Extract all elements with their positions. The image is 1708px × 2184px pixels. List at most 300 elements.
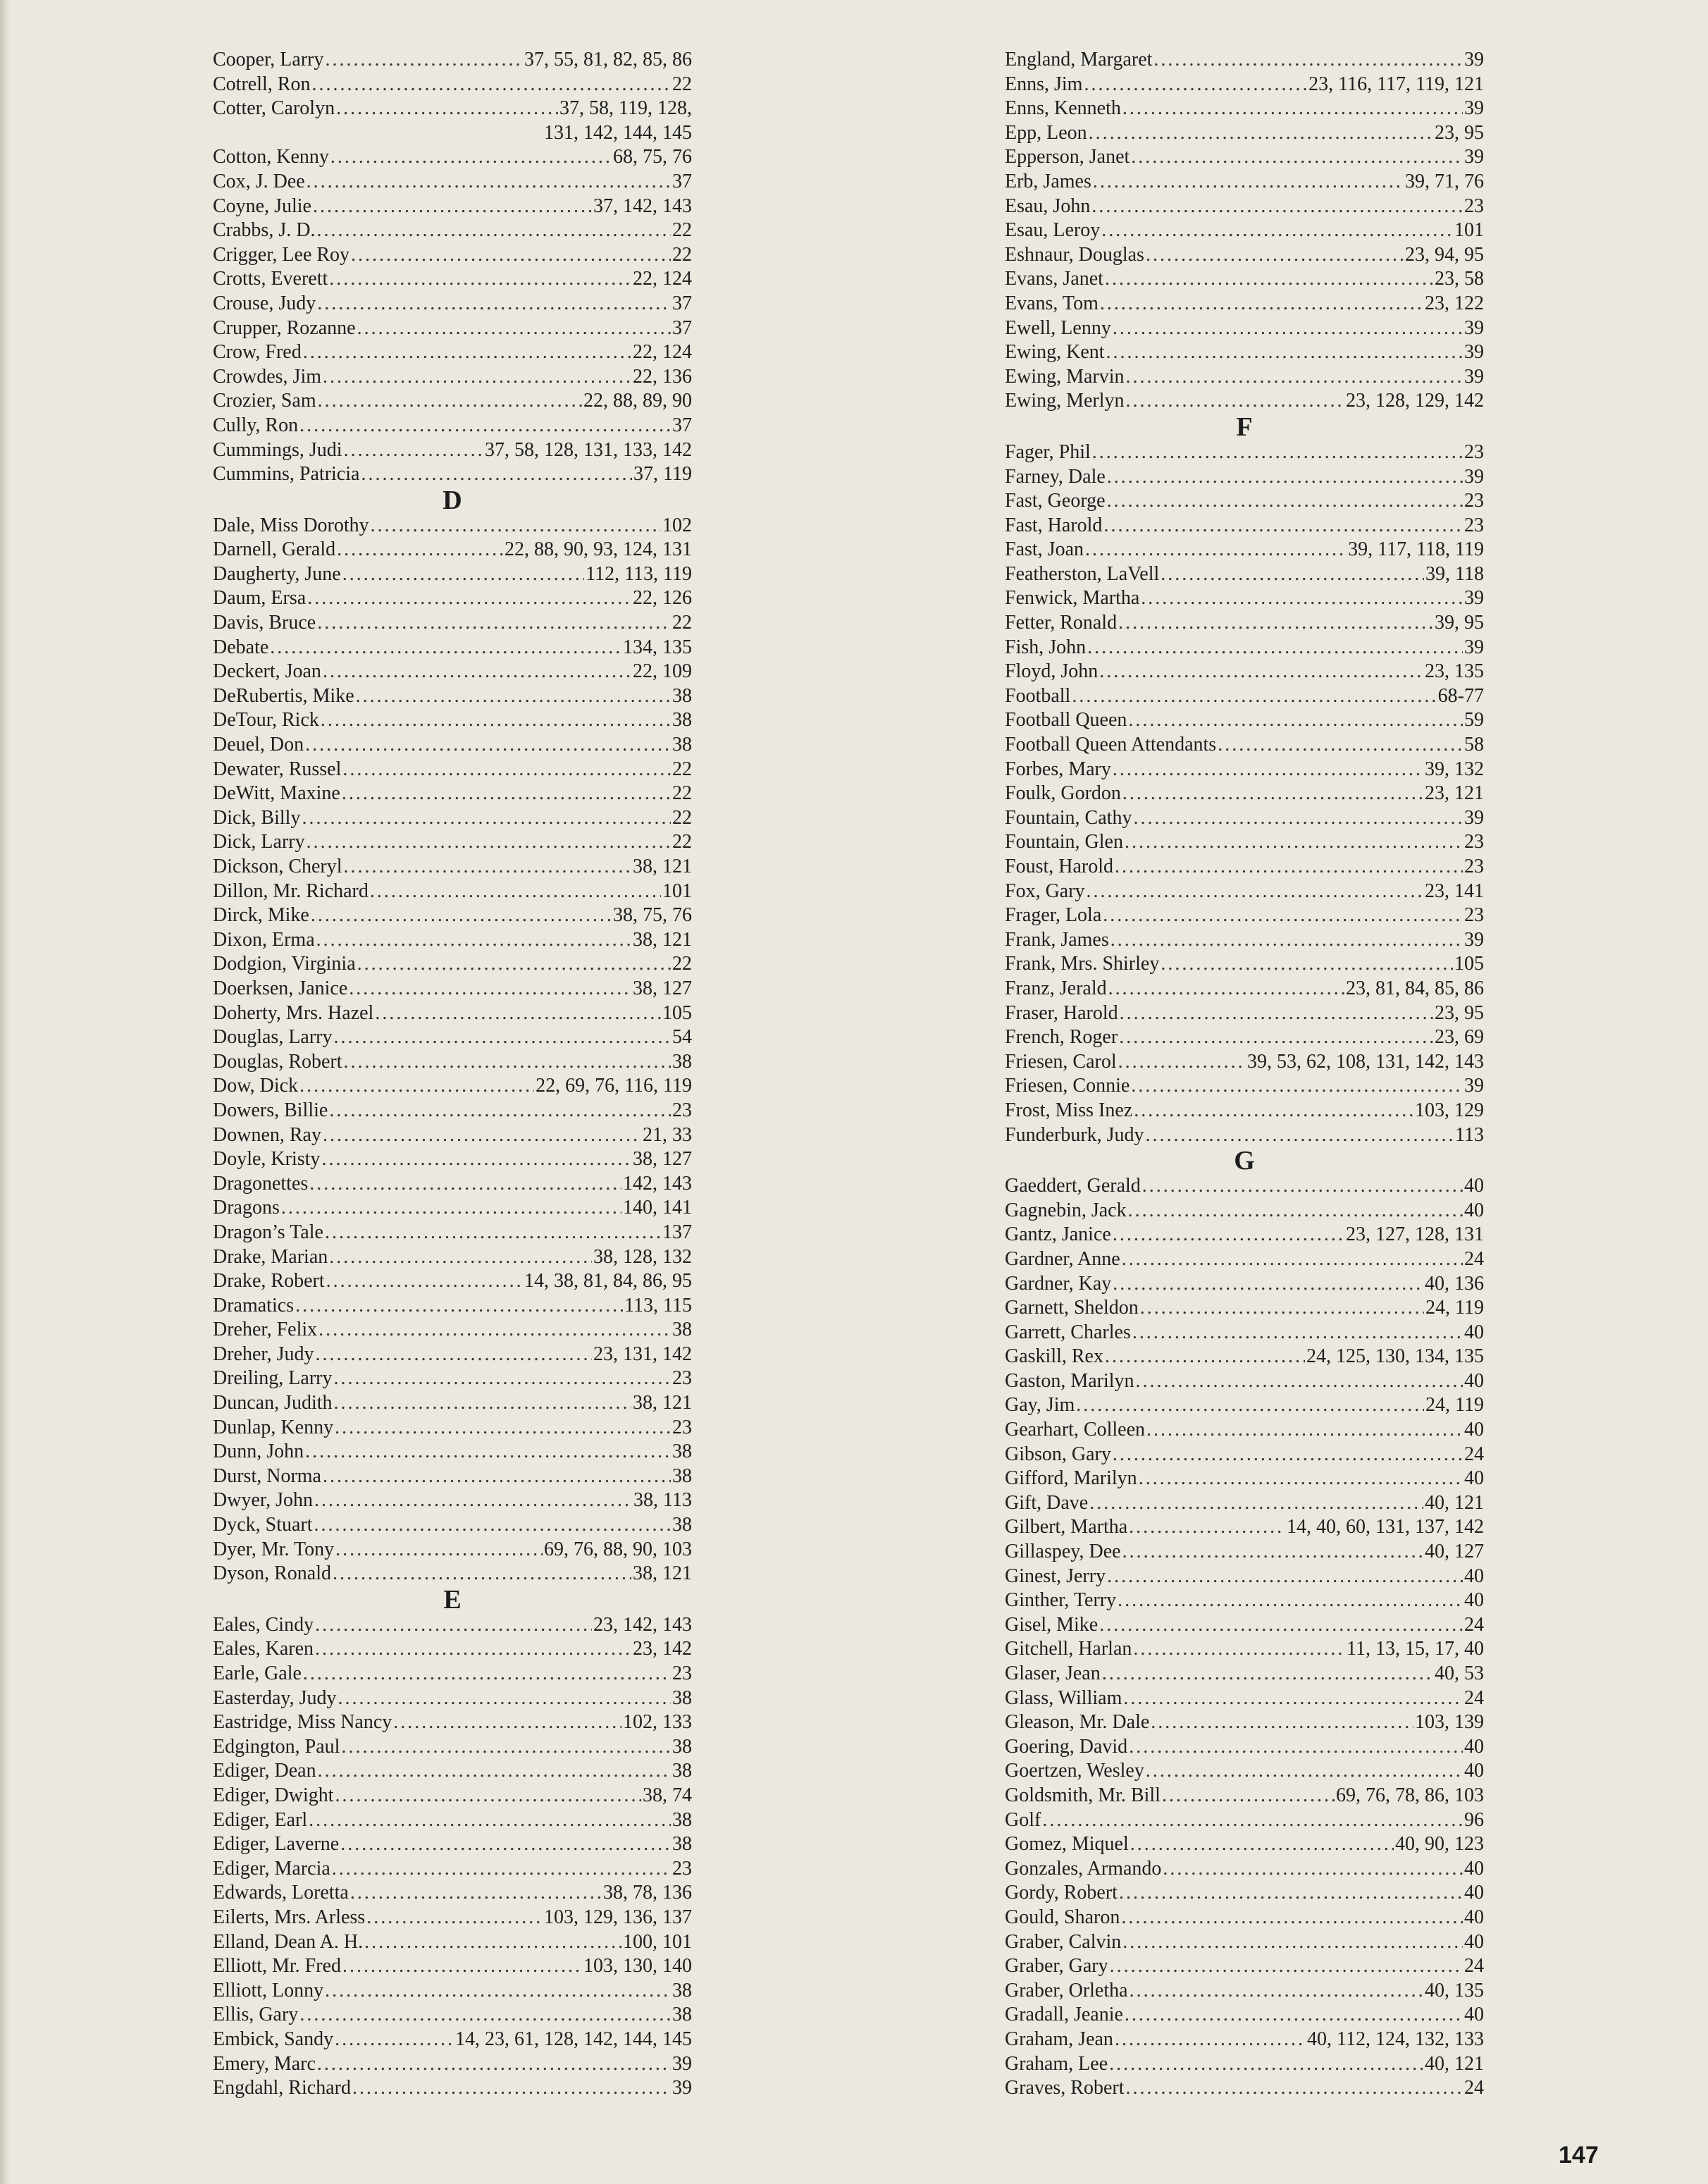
dot-leader xyxy=(317,2052,671,2077)
index-entry-pages: 38 xyxy=(672,1760,692,1782)
dot-leader xyxy=(305,733,671,758)
dot-leader xyxy=(334,1025,671,1050)
index-entry-name: Elliott, Mr. Fred xyxy=(213,1955,341,1978)
index-entry-pages: 23, 142 xyxy=(633,1638,692,1660)
index-entry xyxy=(213,1099,692,1123)
dot-leader xyxy=(366,1906,543,1930)
index-entry-name: Fast, George xyxy=(1005,490,1106,512)
index-entry xyxy=(213,1318,692,1343)
index-entry-name: Gardner, Kay xyxy=(1005,1272,1112,1295)
index-entry-name: Duncan, Judith xyxy=(213,1392,333,1414)
index-entry-name: Dunn, John xyxy=(213,1440,304,1463)
index-entry-pages: 38 xyxy=(672,2004,692,2026)
index-entry-name: Crabbs, J. D. xyxy=(213,219,316,242)
index-entry xyxy=(213,1391,692,1416)
index-entry xyxy=(1005,121,1484,146)
dot-leader xyxy=(1103,903,1463,928)
index-entry xyxy=(1005,1123,1484,1148)
index-entry-name: Fountain, Cathy xyxy=(1005,806,1132,829)
index-entry-pages: 40, 53 xyxy=(1435,1662,1484,1684)
index-entry-pages: 103, 129, 136, 137 xyxy=(544,1906,692,1928)
index-entry xyxy=(213,1074,692,1099)
index-entry xyxy=(213,1416,692,1440)
index-entry-pages: 38 xyxy=(672,1735,692,1758)
index-entry-name: Frager, Lola xyxy=(1005,904,1102,927)
index-entry-name: Dick, Larry xyxy=(213,831,305,853)
index-entry-pages: 23, 95 xyxy=(1435,121,1484,144)
index-entry-name: Dreiling, Larry xyxy=(213,1367,333,1390)
index-entry-name: Dyck, Stuart xyxy=(213,1514,313,1536)
index-entry-pages: 37, 55, 81, 82, 85, 86 xyxy=(524,49,692,70)
dot-leader xyxy=(1161,952,1453,977)
dot-leader xyxy=(1129,1515,1285,1540)
index-entry-pages: 38, 127 xyxy=(633,977,692,999)
index-entry-pages: 38 xyxy=(672,1440,692,1463)
index-entry xyxy=(1005,660,1484,684)
index-entry-name: Graves, Robert xyxy=(1005,2077,1125,2099)
index-entry-pages: 58 xyxy=(1464,734,1484,756)
index-entry-name: Goldsmith, Mr. Bill xyxy=(1005,1784,1161,1806)
index-entry xyxy=(213,292,692,316)
index-entry-name: Ewing, Kent xyxy=(1005,341,1105,364)
index-entry xyxy=(1005,1001,1484,1026)
index-entry-name: Evans, Janet xyxy=(1005,268,1103,290)
index-entry-pages: 37, 119 xyxy=(633,463,692,486)
index-entry xyxy=(1005,586,1484,611)
index-entry-name: Daugherty, June xyxy=(213,562,341,585)
index-entry-pages: 40 xyxy=(1464,1589,1484,1612)
index-entry-pages: 103, 130, 140 xyxy=(583,1955,692,1978)
dot-leader xyxy=(1139,1467,1463,1491)
dot-leader xyxy=(371,514,661,538)
index-entry-pages: 23, 94, 95 xyxy=(1405,243,1484,266)
index-entry xyxy=(1005,145,1484,170)
index-entry-name: Frost, Miss Inez xyxy=(1005,1099,1133,1121)
dot-leader xyxy=(326,1269,523,1294)
index-entry xyxy=(213,611,692,636)
index-entry-name: Eales, Karen xyxy=(213,1638,314,1660)
dot-leader xyxy=(1103,514,1463,538)
dot-leader xyxy=(299,414,671,438)
index-entry xyxy=(213,928,692,953)
dot-leader xyxy=(1131,1074,1463,1099)
dot-leader xyxy=(1122,782,1423,806)
index-entry xyxy=(1005,316,1484,341)
index-entry-name: Darnell, Gerald xyxy=(213,538,336,561)
index-entry-pages: 102 xyxy=(662,514,692,536)
index-entry-pages: 39 xyxy=(1464,928,1484,951)
index-entry-name: Featherston, LaVell xyxy=(1005,562,1160,585)
index-entry xyxy=(1005,806,1484,831)
index-entry xyxy=(1005,903,1484,928)
index-entry-name: Gay, Jim xyxy=(1005,1394,1075,1417)
dot-leader xyxy=(334,1391,631,1416)
dot-leader xyxy=(305,1440,671,1464)
index-entry-name: Fager, Phil xyxy=(1005,440,1091,463)
dot-leader xyxy=(335,1784,641,1808)
index-entry-pages: 22 xyxy=(672,758,692,780)
dot-leader xyxy=(1146,1759,1463,1784)
index-entry xyxy=(1005,73,1484,97)
index-entry xyxy=(213,243,692,268)
index-entry-name: Crozier, Sam xyxy=(213,390,316,412)
index-entry xyxy=(213,1488,692,1513)
dot-leader xyxy=(1092,440,1463,465)
index-entry xyxy=(213,1759,692,1784)
dot-leader xyxy=(1105,267,1433,292)
index-entry xyxy=(1005,758,1484,782)
index-entry-pages: 39 xyxy=(1464,806,1484,829)
index-entry-name: Esau, John xyxy=(1005,195,1091,217)
index-entry-pages: 39 xyxy=(672,2077,692,2099)
index-entry-pages: 23, 135 xyxy=(1425,660,1484,683)
index-entry-pages: 39 xyxy=(1464,587,1484,610)
index-entry xyxy=(213,660,692,684)
dot-leader xyxy=(1151,1710,1413,1735)
index-entry xyxy=(213,1613,692,1638)
index-entry xyxy=(213,48,692,73)
index-entry-pages: 40 xyxy=(1464,1369,1484,1392)
index-entry xyxy=(213,1662,692,1686)
index-entry xyxy=(1005,1515,1484,1540)
index-entry-pages: 23 xyxy=(1464,490,1484,512)
index-entry-name: Cotton, Kenny xyxy=(213,146,329,168)
dot-leader xyxy=(329,1245,592,1270)
index-entry-pages: 39, 95 xyxy=(1435,612,1484,634)
index-entry-name: Crupper, Rozanne xyxy=(213,316,356,339)
index-entry-pages: 11, 13, 15, 17, 40 xyxy=(1347,1638,1484,1660)
index-entry-name: Ginest, Jerry xyxy=(1005,1565,1106,1587)
index-entry-name: Dreher, Judy xyxy=(213,1343,314,1365)
index-entry-pages: 39 xyxy=(672,2052,692,2075)
dot-leader xyxy=(299,2003,671,2028)
index-entry-name: Gaston, Marilyn xyxy=(1005,1369,1134,1392)
index-entry-pages: 38, 121 xyxy=(633,928,692,951)
index-entry-pages: 38, 127 xyxy=(633,1148,692,1171)
index-entry xyxy=(213,2028,692,2052)
index-entry-name: Dyson, Ronald xyxy=(213,1562,331,1585)
index-entry-pages: 22, 88, 89, 90 xyxy=(583,390,692,412)
index-entry xyxy=(213,1954,692,1979)
index-entry xyxy=(1005,1808,1484,1833)
index-entry-name: Gantz, Janice xyxy=(1005,1223,1111,1246)
dot-leader xyxy=(1119,1881,1463,1906)
dot-leader xyxy=(1132,1321,1463,1345)
index-entry xyxy=(1005,1857,1484,1882)
index-entry-pages: 38, 121 xyxy=(633,1562,692,1585)
dot-leader xyxy=(1136,1369,1463,1394)
dot-leader xyxy=(281,1196,621,1221)
index-entry xyxy=(213,1735,692,1760)
index-entry xyxy=(1005,1686,1484,1711)
dot-leader xyxy=(1125,830,1463,855)
index-entry xyxy=(1005,928,1484,953)
index-entry-name: Crow, Fred xyxy=(213,341,302,364)
dot-leader xyxy=(336,97,558,121)
index-entry xyxy=(213,1686,692,1711)
index-entry-pages: 23, 69 xyxy=(1435,1026,1484,1049)
dot-leader xyxy=(1128,708,1463,733)
index-entry-name: Gordy, Robert xyxy=(1005,1882,1118,1904)
index-entry xyxy=(1005,1906,1484,1930)
index-entry xyxy=(213,1025,692,1050)
index-entry-pages: 39 xyxy=(1464,49,1484,70)
index-entry-name: Eilerts, Mrs. Arless xyxy=(213,1906,366,1928)
dot-leader xyxy=(1120,1001,1433,1026)
index-entry-pages: 40 xyxy=(1464,1735,1484,1758)
index-entry xyxy=(1005,267,1484,292)
index-entry-name: Enns, Jim xyxy=(1005,73,1083,95)
index-entry xyxy=(213,389,692,414)
dot-leader xyxy=(357,952,671,977)
index-entry-name: Ewing, Merlyn xyxy=(1005,390,1125,412)
index-entry xyxy=(1005,1881,1484,1906)
index-entry xyxy=(213,97,692,121)
index-entry xyxy=(213,586,692,611)
dot-leader xyxy=(1076,1393,1424,1418)
index-entry-pages: 37, 142, 143 xyxy=(593,195,692,217)
index-entry xyxy=(1005,389,1484,414)
dot-leader xyxy=(1087,880,1423,904)
index-entry-pages: 22 xyxy=(672,782,692,805)
index-entry-name: Ediger, Earl xyxy=(213,1808,308,1831)
index-entry-pages: 140, 141 xyxy=(623,1197,692,1219)
index-entry xyxy=(213,1172,692,1197)
index-entry-pages: 23, 81, 84, 85, 86 xyxy=(1346,977,1484,999)
dot-leader xyxy=(1107,489,1463,514)
dot-leader xyxy=(1123,1686,1463,1711)
index-entry-pages: 23 xyxy=(1464,856,1484,877)
index-entry-name: Gearhart, Colleen xyxy=(1005,1419,1146,1441)
index-entry xyxy=(1005,1174,1484,1199)
dot-leader xyxy=(333,1562,631,1586)
index-entry-name: Ginther, Terry xyxy=(1005,1589,1117,1612)
index-entry xyxy=(1005,1540,1484,1565)
index-entry-pages: 22, 109 xyxy=(633,660,692,683)
index-entry-name: Dragons xyxy=(213,1197,280,1219)
index-entry xyxy=(213,1513,692,1538)
index-entry-pages: 22 xyxy=(672,953,692,975)
index-entry-pages: 23 xyxy=(672,1857,692,1880)
index-entry-name: Frank, Mrs. Shirley xyxy=(1005,953,1160,975)
index-entry xyxy=(1005,880,1484,904)
dot-leader xyxy=(1130,1979,1423,2004)
dot-leader xyxy=(1141,586,1463,611)
dot-leader xyxy=(1161,562,1424,587)
dot-leader xyxy=(341,1735,671,1760)
dot-leader xyxy=(317,292,671,316)
index-entry-name: Dixon, Erma xyxy=(213,928,315,951)
index-entry-pages: 23, 127, 128, 131 xyxy=(1346,1223,1484,1246)
index-entry-name: Glaser, Jean xyxy=(1005,1662,1101,1684)
index-entry-name: Davis, Bruce xyxy=(213,612,316,634)
index-entry xyxy=(1005,1613,1484,1638)
index-entry xyxy=(1005,708,1484,733)
index-entry xyxy=(213,1050,692,1075)
index-entry-pages: 105 xyxy=(662,1001,692,1024)
index-entry-name: Eshnaur, Douglas xyxy=(1005,243,1144,266)
index-entry-pages: 38 xyxy=(672,684,692,707)
dot-leader xyxy=(318,1318,671,1343)
index-entry-name: Fetter, Ronald xyxy=(1005,612,1118,634)
dot-leader xyxy=(1122,1930,1463,1955)
index-entry-name: Gaskill, Rex xyxy=(1005,1345,1103,1368)
index-entry-name: Gibson, Gary xyxy=(1005,1443,1111,1465)
index-entry-name: Ellis, Gary xyxy=(213,2004,299,2026)
index-entry-pages: 23, 58 xyxy=(1435,268,1484,290)
index-entry-name: Fraser, Harold xyxy=(1005,1001,1118,1024)
index-entry-pages: 69, 76, 88, 90, 103 xyxy=(544,1538,692,1560)
index-entry xyxy=(213,758,692,782)
index-entry-pages: 101 xyxy=(662,880,692,902)
index-entry-pages: 22 xyxy=(672,831,692,853)
index-entry-name: Dow, Dick xyxy=(213,1075,299,1097)
dot-leader xyxy=(1163,1857,1463,1882)
dot-leader xyxy=(1110,928,1463,953)
page-binding-edge xyxy=(0,0,10,2184)
dot-leader xyxy=(349,977,631,1001)
index-entry-pages: 40, 121 xyxy=(1425,2052,1484,2075)
index-entry-pages: 38 xyxy=(672,1686,692,1709)
dot-leader xyxy=(1113,316,1463,341)
index-entry xyxy=(1005,1050,1484,1075)
dot-leader xyxy=(302,806,671,831)
index-entry-pages: 23 xyxy=(1464,195,1484,217)
index-entry-name: Dwyer, John xyxy=(213,1489,313,1512)
index-entry-name: Cooper, Larry xyxy=(213,49,324,70)
index-entry-pages: 101 xyxy=(1454,219,1484,242)
index-entry-name: Gisel, Mike xyxy=(1005,1613,1099,1636)
dot-leader xyxy=(270,636,621,660)
index-entry-pages: 38, 128, 132 xyxy=(593,1245,692,1268)
dot-leader xyxy=(338,1686,671,1711)
index-entry-name: Daum, Ersa xyxy=(213,587,307,610)
index-entry xyxy=(1005,243,1484,268)
index-column-left xyxy=(213,48,692,2101)
dot-leader xyxy=(1130,1832,1394,1857)
index-entry-pages: 14, 38, 81, 84, 86, 95 xyxy=(524,1270,692,1292)
index-entry-pages: 24, 125, 130, 134, 135 xyxy=(1306,1345,1484,1368)
dot-leader xyxy=(344,855,631,880)
dot-leader xyxy=(307,586,631,611)
index-entry xyxy=(213,1464,692,1489)
dot-leader xyxy=(1125,2003,1463,2028)
index-entry-name: Douglas, Robert xyxy=(213,1050,342,1073)
index-entry-pages: 23, 142, 143 xyxy=(593,1613,692,1636)
dot-leader xyxy=(303,1662,671,1686)
dot-leader xyxy=(337,538,503,562)
index-entry-pages: 22 xyxy=(672,243,692,266)
index-entry-name: Gilbert, Martha xyxy=(1005,1516,1128,1538)
index-entry-name: Friesen, Carol xyxy=(1005,1050,1117,1073)
index-entry-name: Fast, Harold xyxy=(1005,514,1103,536)
index-entry xyxy=(213,806,692,831)
dot-leader xyxy=(357,316,671,341)
dot-leader xyxy=(315,1637,631,1662)
index-entry xyxy=(1005,365,1484,390)
index-entry xyxy=(1005,489,1484,514)
index-entry xyxy=(213,2076,692,2101)
dot-leader xyxy=(1113,1443,1463,1467)
dot-leader xyxy=(1128,1199,1463,1223)
index-entry-name: Enns, Kenneth xyxy=(1005,97,1121,120)
index-entry-pages: 112, 113, 119 xyxy=(586,562,692,585)
index-entry-name: Gardner, Anne xyxy=(1005,1247,1120,1270)
dot-leader xyxy=(350,1881,602,1906)
dot-leader xyxy=(342,782,671,806)
index-entry xyxy=(1005,2003,1484,2028)
dot-leader xyxy=(1126,2076,1463,2101)
index-entry xyxy=(213,1343,692,1367)
index-entry xyxy=(1005,2028,1484,2052)
dot-leader xyxy=(1087,636,1463,660)
dot-leader xyxy=(1118,1050,1246,1075)
index-entry-pages: 38 xyxy=(672,1833,692,1856)
index-entry-pages: 37 xyxy=(672,170,692,192)
index-entry-name: Dale, Miss Dorothy xyxy=(213,514,369,536)
index-entry-pages: 39 xyxy=(1464,97,1484,120)
index-entry-name: Dowers, Billie xyxy=(213,1099,328,1121)
index-entry-pages: 142, 143 xyxy=(623,1172,692,1195)
index-entry xyxy=(213,1221,692,1245)
index-entry-pages: 40 xyxy=(1464,1175,1484,1197)
dot-leader xyxy=(1218,733,1463,758)
index-entry-pages: 23 xyxy=(1464,904,1484,927)
index-entry xyxy=(213,1857,692,1882)
index-entry-pages: 23, 128, 129, 142 xyxy=(1346,390,1484,412)
dot-leader xyxy=(309,1808,671,1833)
dot-leader xyxy=(1113,1272,1423,1297)
index-entry-pages: 40 xyxy=(1464,1760,1484,1782)
index-entry-pages: 38 xyxy=(672,1050,692,1073)
index-entry xyxy=(1005,855,1484,880)
dot-leader xyxy=(1113,1223,1344,1247)
index-entry xyxy=(1005,1759,1484,1784)
index-entry-pages: 38 xyxy=(672,1514,692,1536)
index-entry xyxy=(213,1245,692,1270)
index-entry-pages: 24 xyxy=(1464,1955,1484,1978)
index-entry-pages: 24 xyxy=(1464,2077,1484,2099)
index-entry-pages: 22, 88, 90, 93, 124, 131 xyxy=(505,538,692,561)
index-entry-pages: 134, 135 xyxy=(623,636,692,658)
index-entry-pages: 38 xyxy=(672,1808,692,1831)
dot-leader xyxy=(318,389,582,414)
dot-leader xyxy=(316,218,671,243)
dot-leader xyxy=(1162,1784,1335,1808)
dot-leader xyxy=(1106,340,1463,365)
index-entry xyxy=(213,1710,692,1735)
index-entry-pages: 22 xyxy=(672,73,692,95)
dot-leader xyxy=(314,1488,632,1513)
index-entry-name: Downen, Ray xyxy=(213,1123,321,1146)
index-entry xyxy=(1005,1369,1484,1394)
dot-leader xyxy=(323,1123,641,1148)
dot-leader xyxy=(1134,1099,1413,1123)
index-entry-pages: 22, 136 xyxy=(633,365,692,388)
index-entry xyxy=(213,1979,692,2004)
index-entry xyxy=(213,2052,692,2077)
index-entry-name: Coyne, Julie xyxy=(213,195,311,217)
section-letter-heading: G xyxy=(1234,1146,1255,1176)
index-entry-pages: 68, 75, 76 xyxy=(613,146,692,168)
index-entry xyxy=(213,1294,692,1319)
index-entry-name: Gonzales, Armando xyxy=(1005,1857,1162,1880)
index-entry-name: Ediger, Laverne xyxy=(213,1833,340,1856)
index-entry-name: Eastridge, Miss Nancy xyxy=(213,1711,392,1734)
dot-leader xyxy=(1146,1123,1454,1148)
index-entry-pages: 14, 40, 60, 131, 137, 142 xyxy=(1287,1516,1484,1538)
index-entry-name: Dillon, Mr. Richard xyxy=(213,880,369,902)
